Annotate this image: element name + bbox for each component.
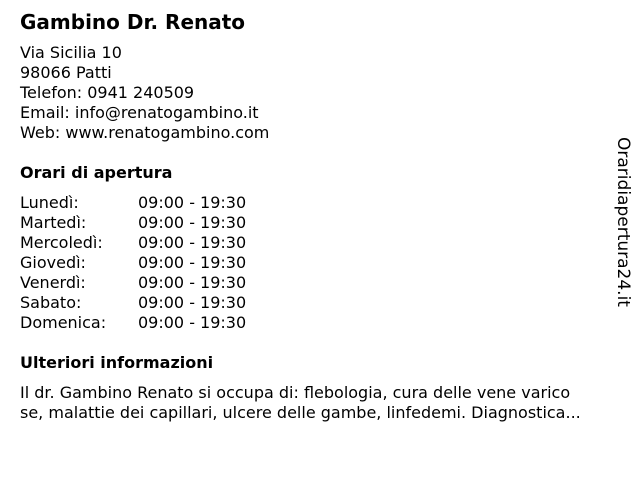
further-info-heading: Ulteriori informazioni	[20, 353, 214, 372]
phone-number: Telefon: 0941 240509	[20, 83, 195, 102]
day-label: Martedì:	[20, 213, 87, 232]
day-label: Venerdì:	[20, 273, 86, 292]
site-brand-vertical: Oraridiapertura24.it	[613, 137, 633, 307]
hours-value: 09:00 - 19:30	[138, 273, 247, 292]
day-label: Lunedì:	[20, 193, 79, 212]
hours-value: 09:00 - 19:30	[138, 313, 247, 332]
business-name: Gambino Dr. Renato	[20, 10, 246, 34]
further-info-text	[20, 383, 632, 423]
day-label: Giovedì:	[20, 253, 86, 272]
hours-value: 09:00 - 19:30	[138, 293, 247, 312]
further-info-line: se, malattie dei capillari, ulcere delle gambe, linfedemi. Diagnostica...	[20, 403, 581, 422]
contact-block	[20, 43, 269, 143]
hours-value: 09:00 - 19:30	[138, 233, 247, 252]
hours-value: 09:00 - 19:30	[138, 213, 247, 232]
hours-value: 09:00 - 19:30	[138, 253, 247, 272]
opening-hours-heading: Orari di apertura	[20, 163, 173, 182]
day-label: Sabato:	[20, 293, 82, 312]
address-street: Via Sicilia 10	[20, 43, 122, 62]
day-label: Domenica:	[20, 313, 107, 332]
hours-value: 09:00 - 19:30	[138, 193, 247, 212]
address-city: 98066 Patti	[20, 63, 112, 82]
further-info-line: Il dr. Gambino Renato si occupa di: flebologia, cura delle vene varico	[20, 383, 571, 402]
email-address: Email: info@renatogambino.it	[20, 103, 259, 122]
day-label: Mercoledì:	[20, 233, 103, 252]
website-url: Web: www.renatogambino.com	[20, 123, 270, 142]
